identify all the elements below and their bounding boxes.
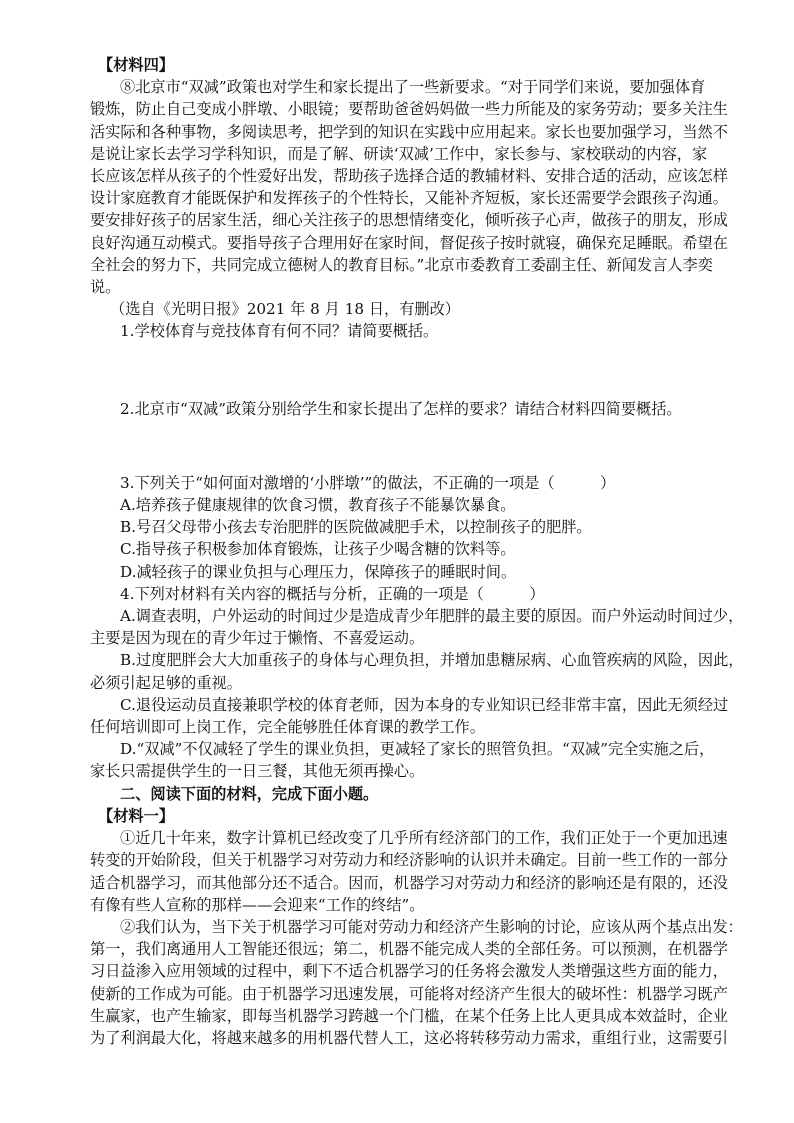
paragraph-line: 要安排好孩子的居家生活，细心关注孩子的思想情绪变化，倾听孩子心声，做孩子的朋友，形成 bbox=[90, 211, 728, 230]
paragraph-line: 为了利润最大化，将越来越多的用机器代替人工，这必将转移劳动力需求，重组行业，这需要引 bbox=[90, 1028, 728, 1047]
paragraph-line: ①近几十年来，数字计算机已经改变了几乎所有经济部门的工作，我们正处于一个更加迅速 bbox=[120, 829, 728, 848]
question-3-stem: 3.下列关于“如何面对激增的‘小胖墩’”的做法，不正确的一项是（ ） bbox=[120, 473, 616, 492]
material1-paragraph-1 bbox=[90, 827, 735, 916]
question-4-option-b-cont: 必须引起足够的重视。 bbox=[90, 673, 242, 692]
question-1: 1.学校体育与竞技体育有何不同？请简要概括。 bbox=[120, 322, 439, 341]
document-content bbox=[90, 54, 744, 1049]
question-4-stem: 4.下列对材料有关内容的概括与分析，正确的一项是（ ） bbox=[120, 584, 545, 603]
question-4-option-b: B.过度肥胖会大大加重孩子的身体与心理负担，并增加患糖尿病、心血管疾病的风险，因此， bbox=[120, 651, 744, 670]
paragraph-line: 习日益渗入应用领域的过程中，剩下不适合机器学习的任务将会激发人类增强这些方面的能力， bbox=[90, 962, 728, 981]
question-4-option-c-cont: 任何培训即可上岗工作，完全能够胜任体育课的教学工作。 bbox=[90, 718, 485, 737]
answer-space-2[interactable] bbox=[90, 420, 735, 472]
question-4-option-d: D.“双减”不仅减轻了学生的课业负担，更减轻了家长的照管负担。“双减”完全实施之后， bbox=[120, 740, 715, 759]
paragraph-line: 生赢家，也产生输家，即每当机器学习跨越一个门槛，在某个任务上比人更具成本效益时，企业 bbox=[90, 1006, 728, 1025]
paragraph-line: ②我们认为，当下关于机器学习可能对劳动力和经济产生影响的讨论，应该从两个基点出发： bbox=[120, 917, 743, 936]
paragraph-line: 转变的开始阶段，但关于机器学习对劳动力和经济影响的认识并未确定。目前一些工作的一部分 bbox=[90, 851, 728, 870]
question-4-option-a: A.调查表明，户外运动的时间过少是造成青少年肥胖的最主要的原因。而户外运动时间过少， bbox=[120, 607, 744, 626]
paragraph-line: ⑧北京市“双减”政策也对学生和家长提出了一些新要求。“对于同学们来说，要加强体育 bbox=[120, 78, 706, 97]
question-4-option-c: C.退役运动员直接兼职学校的体育老师，因为本身的专业知识已经非常丰富，因此无须经过 bbox=[120, 695, 729, 714]
paragraph-line: 全社会的努力下，共同完成立德树人的教育目标。”北京市委教育工委副主任、新闻发言人李奕 bbox=[90, 255, 713, 274]
material4-paragraph bbox=[90, 76, 735, 298]
paragraph-line: 适合机器学习，而其他部分还不适合。因而，机器学习对劳动力和经济的影响还是有限的，还没 bbox=[90, 873, 728, 892]
paragraph-line: 使新的工作成为可能。由于机器学习迅速发展，可能将对经济产生很大的破坏性：机器学习既产 bbox=[90, 984, 728, 1003]
question-3-option-b: B.号召父母带小孩去专治肥胖的医院做减肥手术，以控制孩子的肥胖。 bbox=[120, 518, 592, 537]
paragraph-line: 活实际和各种事物，多阅读思考，把学到的知识在实践中应用起来。家长也要加强学习，当然不 bbox=[90, 122, 728, 141]
material1-heading: 【材料一】 bbox=[98, 806, 174, 825]
section-2-heading: 二、阅读下面的材料，完成下面小题。 bbox=[120, 784, 379, 803]
material4-heading: 【材料四】 bbox=[98, 56, 174, 74]
paragraph-line: 有像有些人宣称的那样——会迎来“工作的终结”。 bbox=[90, 895, 425, 914]
paragraph-line: 说。 bbox=[90, 278, 121, 297]
paragraph-line: 设计家庭教育才能既保护和发挥孩子的个性特长，又能补齐短板，家长还需要学会跟孩子沟通。 bbox=[90, 189, 728, 208]
question-3-option-c: C.指导孩子积极参加体育锻炼，让孩子少喝含糖的饮料等。 bbox=[120, 540, 516, 559]
paragraph-line: 长应该怎样从孩子的个性爱好出发，帮助孩子选择合适的教辅材料、安排合适的活动，应该怎样 bbox=[90, 167, 728, 186]
question-2: 2.北京市“双减”政策分别给学生和家长提出了怎样的要求？请结合材料四简要概括。 bbox=[120, 399, 682, 418]
source-citation: （选自《光明日报》2021 年 8 月 18 日，有删改） bbox=[110, 300, 460, 319]
question-3-option-a: A.培养孩子健康规律的饮食习惯，教育孩子不能暴饮暴食。 bbox=[120, 496, 516, 515]
question-4-option-a-cont: 主要是因为现在的青少年过于懒惰、不喜爱运动。 bbox=[90, 629, 425, 648]
question-3-option-d: D.减轻孩子的课业负担与心理压力，保障孩子的睡眠时间。 bbox=[120, 562, 517, 581]
material1-paragraph-2 bbox=[90, 916, 743, 1049]
question-4-option-d-cont: 家长只需提供学生的一日三餐，其他无须再操心。 bbox=[90, 762, 425, 781]
paragraph-line: 第一，我们离通用人工智能还很远；第二，机器不能完成人类的全部任务。可以预测，在机器学 bbox=[90, 940, 728, 959]
paragraph-line: 良好沟通互动模式。要指导孩子合理用好在家时间，督促孩子按时就寝，确保充足睡眠。希望在 bbox=[90, 233, 728, 252]
answer-space-1[interactable] bbox=[90, 343, 735, 398]
paragraph-line: 是说让家长去学习学科知识，而是了解、研读‘双减’工作中，家长参与、家校联动的内容，家 bbox=[90, 144, 708, 163]
paragraph-line: 锻炼，防止自己变成小胖墩、小眼镜；要帮助爸爸妈妈做一些力所能及的家务劳动；要多关注生 bbox=[90, 100, 728, 119]
